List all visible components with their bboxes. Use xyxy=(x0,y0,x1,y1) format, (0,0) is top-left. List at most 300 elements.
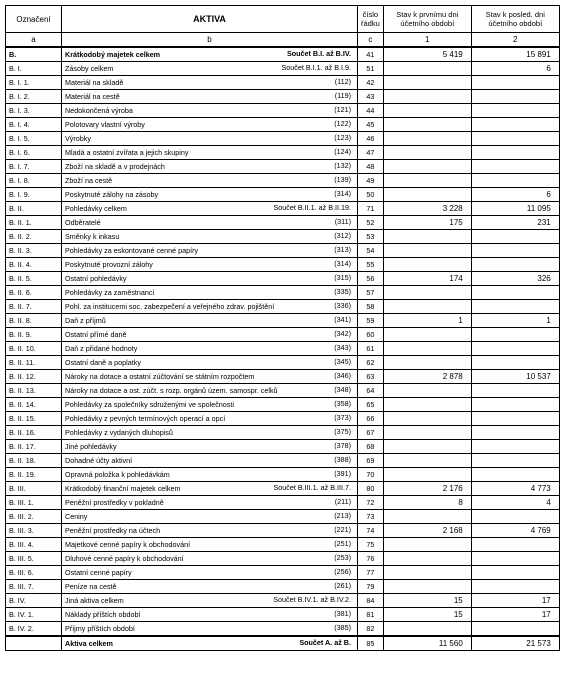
value-period-end xyxy=(471,328,559,342)
value-period-start: 15 xyxy=(383,594,471,608)
row-item-note: (121) xyxy=(334,105,351,114)
row-item-label: Ostatní daně a poplatky xyxy=(65,357,141,367)
header-designation: Označení xyxy=(6,6,62,33)
row-number: 63 xyxy=(358,370,384,384)
value-period-end xyxy=(471,622,559,637)
value-period-end xyxy=(471,580,559,594)
row-designation: B. I. 1. xyxy=(6,76,62,90)
value-period-end: 17 xyxy=(471,608,559,622)
row-item-note: (373) xyxy=(334,413,351,422)
row-item-name xyxy=(62,160,358,174)
table-row xyxy=(6,300,560,314)
table-row xyxy=(6,174,560,188)
row-number: 52 xyxy=(358,216,384,230)
row-designation: B. I. 8. xyxy=(6,174,62,188)
row-item-label: Ostatní pohledávky xyxy=(65,273,127,283)
table-row xyxy=(6,216,560,230)
row-item-label: Dluhové cenné papíry k obchodování xyxy=(65,553,184,563)
row-number: 80 xyxy=(358,482,384,496)
value-period-end xyxy=(471,244,559,258)
table-row xyxy=(6,230,560,244)
row-item-name xyxy=(62,482,358,496)
row-item-note: (112) xyxy=(334,77,351,86)
row-item-name xyxy=(62,90,358,104)
value-period-start: 5 419 xyxy=(383,47,471,62)
row-designation: B. II. 16. xyxy=(6,426,62,440)
row-item-label: Jiná aktiva celkem xyxy=(65,595,124,605)
value-period-end xyxy=(471,384,559,398)
value-period-start xyxy=(383,76,471,90)
row-designation: B. II. 2. xyxy=(6,230,62,244)
row-item-note: (213) xyxy=(334,511,351,520)
row-item-name xyxy=(62,328,358,342)
value-period-start xyxy=(383,426,471,440)
row-item-note: (124) xyxy=(334,147,351,156)
table-row xyxy=(6,510,560,524)
row-item-label: Zboží na cestě xyxy=(65,175,113,185)
row-item-note: (343) xyxy=(334,343,351,352)
table-row xyxy=(6,482,560,496)
row-item-name xyxy=(62,426,358,440)
row-designation: B. I. 4. xyxy=(6,118,62,132)
value-period-start xyxy=(383,62,471,76)
row-item-label: Ceniny xyxy=(65,511,88,521)
header-row xyxy=(6,6,560,33)
row-item-note: (312) xyxy=(334,231,351,240)
row-number: 43 xyxy=(358,90,384,104)
row-item-label: Polotovary vlastní výroby xyxy=(65,119,145,129)
row-designation: B. I. 3. xyxy=(6,104,62,118)
value-period-end xyxy=(471,510,559,524)
row-item-name xyxy=(62,524,358,538)
row-designation: B. III. 7. xyxy=(6,580,62,594)
row-designation: B. III. 1. xyxy=(6,496,62,510)
row-item-note: Součet B.I. až B.IV. xyxy=(286,49,351,58)
row-designation: B. IV. 1. xyxy=(6,608,62,622)
row-item-note: (119) xyxy=(334,91,351,100)
value-period-end: 4 773 xyxy=(471,482,559,496)
row-designation: B. xyxy=(6,47,62,62)
table-row xyxy=(6,384,560,398)
value-period-end xyxy=(471,90,559,104)
row-designation: B. II. 9. xyxy=(6,328,62,342)
value-period-start xyxy=(383,384,471,398)
row-item-name xyxy=(62,286,358,300)
row-item-label: Poskytnuté provozní zálohy xyxy=(65,259,153,269)
row-item-label: Krátkodobý finanční majetek celkem xyxy=(65,483,181,493)
value-period-start xyxy=(383,286,471,300)
table-row xyxy=(6,524,560,538)
row-item-name xyxy=(62,188,358,202)
value-period-end: 1 xyxy=(471,314,559,328)
value-period-end: 6 xyxy=(471,188,559,202)
value-period-end xyxy=(471,258,559,272)
row-item-label: Výrobky xyxy=(65,133,91,143)
row-designation: B. II. 3. xyxy=(6,244,62,258)
row-number: 47 xyxy=(358,146,384,160)
table-row xyxy=(6,342,560,356)
table-row xyxy=(6,356,560,370)
header-period-end: Stav k posled. dni účetního období xyxy=(471,6,559,33)
row-item-name xyxy=(62,594,358,608)
row-item-note: (385) xyxy=(334,623,351,632)
column-letter-1: 1 xyxy=(383,33,471,48)
row-designation: B. II. 11. xyxy=(6,356,62,370)
row-number: 65 xyxy=(358,398,384,412)
row-item-name xyxy=(62,132,358,146)
row-item-label: Opravná položka k pohledávkám xyxy=(65,469,170,479)
row-item-name xyxy=(62,356,358,370)
row-number: 57 xyxy=(358,286,384,300)
row-item-note: (391) xyxy=(334,469,351,478)
row-number: 60 xyxy=(358,328,384,342)
value-period-start xyxy=(383,412,471,426)
row-item-note: (314) xyxy=(334,189,351,198)
value-period-start: 174 xyxy=(383,272,471,286)
value-period-start xyxy=(383,244,471,258)
value-period-end xyxy=(471,118,559,132)
row-item-label: Ostatní cenné papíry xyxy=(65,567,132,577)
value-period-end: 231 xyxy=(471,216,559,230)
row-item-note: (336) xyxy=(334,301,351,310)
table-row xyxy=(6,188,560,202)
value-period-start xyxy=(383,398,471,412)
row-designation: B. II. 10. xyxy=(6,342,62,356)
value-period-start: 2 176 xyxy=(383,482,471,496)
row-item-label: Odběratelé xyxy=(65,217,101,227)
row-number: 70 xyxy=(358,468,384,482)
row-designation: B. II. 17. xyxy=(6,440,62,454)
value-period-end xyxy=(471,412,559,426)
row-item-name xyxy=(62,552,358,566)
row-item-note: Součet B.III.1. až B.III.7. xyxy=(273,483,351,492)
column-letter-a: a xyxy=(6,33,62,48)
row-designation: B. II. 13. xyxy=(6,384,62,398)
value-period-end: 326 xyxy=(471,272,559,286)
row-item-label: Nedokončená výroba xyxy=(65,105,133,115)
table-row xyxy=(6,104,560,118)
table-row xyxy=(6,244,560,258)
row-item-label: Peníze na cestě xyxy=(65,581,117,591)
value-period-start: 3 228 xyxy=(383,202,471,216)
value-period-start xyxy=(383,328,471,342)
row-item-label: Pohledávky za zaměstnanci xyxy=(65,287,155,297)
value-period-start xyxy=(383,118,471,132)
value-period-end xyxy=(471,300,559,314)
table-row xyxy=(6,272,560,286)
balance-sheet-assets xyxy=(5,5,560,651)
row-item-label: Mladá a ostatní zvířata a jejich skupiny xyxy=(65,147,189,157)
value-period-end xyxy=(471,398,559,412)
row-item-label: Jiné pohledávky xyxy=(65,441,117,451)
row-item-note: Součet B.I.1. až B.I.9. xyxy=(281,63,351,72)
value-period-start xyxy=(383,258,471,272)
value-period-end xyxy=(471,132,559,146)
row-designation: B. II. 1. xyxy=(6,216,62,230)
row-number: 73 xyxy=(358,510,384,524)
row-item-note: (378) xyxy=(334,441,351,450)
value-period-start xyxy=(383,342,471,356)
value-period-end xyxy=(471,160,559,174)
row-designation: B. III. 3. xyxy=(6,524,62,538)
row-designation: B. III. xyxy=(6,482,62,496)
row-item-note: (253) xyxy=(334,553,351,562)
row-item-name xyxy=(62,398,358,412)
row-item-name xyxy=(62,496,358,510)
row-item-note: (123) xyxy=(334,133,351,142)
row-item-name xyxy=(62,146,358,160)
row-number: 61 xyxy=(358,342,384,356)
row-item-note: (314) xyxy=(334,259,351,268)
header-assets: AKTIVA xyxy=(62,6,358,33)
value-period-end xyxy=(471,230,559,244)
table-row xyxy=(6,328,560,342)
table-row xyxy=(6,258,560,272)
row-number: 41 xyxy=(358,47,384,62)
value-period-start xyxy=(383,440,471,454)
row-designation: B. II. 4. xyxy=(6,258,62,272)
column-letters-row xyxy=(6,33,560,48)
row-designation: B. III. 6. xyxy=(6,566,62,580)
row-item-name xyxy=(62,468,358,482)
value-period-end xyxy=(471,440,559,454)
value-period-start xyxy=(383,174,471,188)
row-item-name xyxy=(62,412,358,426)
row-item-name xyxy=(62,216,358,230)
row-number: 58 xyxy=(358,300,384,314)
value-period-start xyxy=(383,90,471,104)
table-row xyxy=(6,454,560,468)
row-item-label: Majetkové cenné papíry k obchodování xyxy=(65,539,191,549)
row-number: 76 xyxy=(358,552,384,566)
row-designation: B. III. 4. xyxy=(6,538,62,552)
row-number: 45 xyxy=(358,118,384,132)
row-number: 55 xyxy=(358,258,384,272)
row-item-note: (348) xyxy=(334,385,351,394)
row-item-note: (139) xyxy=(334,175,351,184)
row-item-note: Součet B.IV.1. až B.IV.2. xyxy=(273,595,351,604)
table-row xyxy=(6,132,560,146)
value-period-start xyxy=(383,230,471,244)
row-item-name xyxy=(62,300,358,314)
row-item-name xyxy=(62,370,358,384)
row-number: 82 xyxy=(358,622,384,637)
value-period-start: 11 560 xyxy=(383,636,471,651)
column-letter-b: b xyxy=(62,33,358,48)
value-period-end xyxy=(471,76,559,90)
row-item-name xyxy=(62,622,358,637)
table-row xyxy=(6,160,560,174)
row-number: 50 xyxy=(358,188,384,202)
value-period-end xyxy=(471,538,559,552)
row-item-label: Daň z přidané hodnoty xyxy=(65,343,138,353)
table-row xyxy=(6,608,560,622)
value-period-start xyxy=(383,454,471,468)
row-item-note: (313) xyxy=(334,245,351,254)
row-number: 72 xyxy=(358,496,384,510)
row-item-note: (345) xyxy=(334,357,351,366)
value-period-end xyxy=(471,342,559,356)
row-designation: B. II. 19. xyxy=(6,468,62,482)
row-number: 75 xyxy=(358,538,384,552)
row-item-label: Příjmy příštích období xyxy=(65,623,135,633)
row-item-label: Zboží na skladě a v prodejnách xyxy=(65,161,165,171)
table-row xyxy=(6,118,560,132)
row-designation: B. III. 2. xyxy=(6,510,62,524)
row-item-name xyxy=(62,174,358,188)
table-row xyxy=(6,636,560,651)
value-period-start xyxy=(383,566,471,580)
row-item-name xyxy=(62,258,358,272)
row-designation: B. III. 5. xyxy=(6,552,62,566)
value-period-end xyxy=(471,454,559,468)
row-item-label: Materiál na skladě xyxy=(65,77,124,87)
value-period-end: 17 xyxy=(471,594,559,608)
row-item-name xyxy=(62,272,358,286)
row-number: 56 xyxy=(358,272,384,286)
row-item-note: (335) xyxy=(334,287,351,296)
row-designation: B. I. xyxy=(6,62,62,76)
row-item-note: (211) xyxy=(334,497,351,506)
row-item-note: (256) xyxy=(334,567,351,576)
table-row xyxy=(6,440,560,454)
row-item-name xyxy=(62,538,358,552)
table-row xyxy=(6,552,560,566)
row-item-label: Pohledávky z vydaných dluhopisů xyxy=(65,427,173,437)
row-designation: B. II. 14. xyxy=(6,398,62,412)
value-period-end: 4 769 xyxy=(471,524,559,538)
row-item-name xyxy=(62,62,358,76)
row-item-label: Materiál na cestě xyxy=(65,91,120,101)
row-number: 68 xyxy=(358,440,384,454)
row-item-label: Peněžní prostředky na účtech xyxy=(65,525,161,535)
row-item-label: Nároky na dotace a ost. zúčt. s rozp. orgánů územ. samospr. celků xyxy=(65,385,278,395)
row-item-note: Součet A. až B. xyxy=(299,638,351,647)
table-row xyxy=(6,468,560,482)
table-row xyxy=(6,426,560,440)
row-item-name xyxy=(62,118,358,132)
value-period-start: 175 xyxy=(383,216,471,230)
value-period-start xyxy=(383,132,471,146)
row-designation: B. II. 7. xyxy=(6,300,62,314)
row-item-name xyxy=(62,342,358,356)
row-number: 44 xyxy=(358,104,384,118)
row-number: 54 xyxy=(358,244,384,258)
value-period-end: 21 573 xyxy=(471,636,559,651)
row-item-name xyxy=(62,314,358,328)
row-number: 64 xyxy=(358,384,384,398)
row-designation: B. I. 7. xyxy=(6,160,62,174)
row-number: 84 xyxy=(358,594,384,608)
row-number: 79 xyxy=(358,580,384,594)
row-designation: B. I. 2. xyxy=(6,90,62,104)
row-item-name xyxy=(62,636,358,651)
row-designation: B. IV. xyxy=(6,594,62,608)
row-item-note: (251) xyxy=(334,539,351,548)
row-item-note: (358) xyxy=(334,399,351,408)
value-period-start xyxy=(383,160,471,174)
value-period-start: 2 878 xyxy=(383,370,471,384)
value-period-end: 11 095 xyxy=(471,202,559,216)
value-period-start xyxy=(383,538,471,552)
row-item-label: Směnky k inkasu xyxy=(65,231,120,241)
row-item-label: Pohledávky za eskontované cenné papíry xyxy=(65,245,199,255)
value-period-start xyxy=(383,580,471,594)
value-period-end xyxy=(471,468,559,482)
table-row xyxy=(6,398,560,412)
row-number: 66 xyxy=(358,412,384,426)
table-row xyxy=(6,286,560,300)
row-number: 46 xyxy=(358,132,384,146)
table-row xyxy=(6,90,560,104)
row-item-label: Zásoby celkem xyxy=(65,63,114,73)
row-item-name xyxy=(62,384,358,398)
value-period-start xyxy=(383,146,471,160)
row-number: 42 xyxy=(358,76,384,90)
value-period-end: 4 xyxy=(471,496,559,510)
row-designation: B. II. 5. xyxy=(6,272,62,286)
row-item-label: Pohledávky z pevných termínových operací a opcí xyxy=(65,413,226,423)
table-row xyxy=(6,47,560,62)
row-item-name xyxy=(62,510,358,524)
row-number: 49 xyxy=(358,174,384,188)
row-item-name xyxy=(62,440,358,454)
row-designation: B. II. 18. xyxy=(6,454,62,468)
value-period-end: 6 xyxy=(471,62,559,76)
row-item-name xyxy=(62,230,358,244)
row-item-label: Nároky na dotace a ostatní zúčtování se státním rozpočtem xyxy=(65,371,255,381)
row-item-label: Peněžní prostředky v pokladně xyxy=(65,497,164,507)
row-item-name xyxy=(62,76,358,90)
value-period-start xyxy=(383,300,471,314)
table-row xyxy=(6,496,560,510)
row-item-name xyxy=(62,580,358,594)
value-period-end xyxy=(471,566,559,580)
row-number: 77 xyxy=(358,566,384,580)
table-row xyxy=(6,412,560,426)
row-designation: B. I. 5. xyxy=(6,132,62,146)
row-item-note: (311) xyxy=(334,217,351,226)
value-period-end xyxy=(471,174,559,188)
row-item-name xyxy=(62,104,358,118)
row-item-name xyxy=(62,608,358,622)
row-item-name xyxy=(62,47,358,62)
value-period-start: 1 xyxy=(383,314,471,328)
value-period-start: 8 xyxy=(383,496,471,510)
table-row xyxy=(6,622,560,637)
value-period-end xyxy=(471,104,559,118)
row-item-label: Krátkodobý majetek celkem xyxy=(65,49,161,59)
table-row xyxy=(6,314,560,328)
value-period-start xyxy=(383,356,471,370)
row-number: 69 xyxy=(358,454,384,468)
value-period-start xyxy=(383,552,471,566)
row-designation: B. IV. 2. xyxy=(6,622,62,637)
table-row xyxy=(6,566,560,580)
row-item-note: (122) xyxy=(334,119,351,128)
row-item-note: (381) xyxy=(334,609,351,618)
table-row xyxy=(6,370,560,384)
row-item-name xyxy=(62,202,358,216)
value-period-start: 15 xyxy=(383,608,471,622)
row-number: 62 xyxy=(358,356,384,370)
row-item-name xyxy=(62,454,358,468)
row-item-label: Náklady příštích období xyxy=(65,609,141,619)
row-number: 71 xyxy=(358,202,384,216)
row-item-label: Poskytnuté zálohy na zásoby xyxy=(65,189,159,199)
table-row xyxy=(6,146,560,160)
row-designation: B. I. 6. xyxy=(6,146,62,160)
